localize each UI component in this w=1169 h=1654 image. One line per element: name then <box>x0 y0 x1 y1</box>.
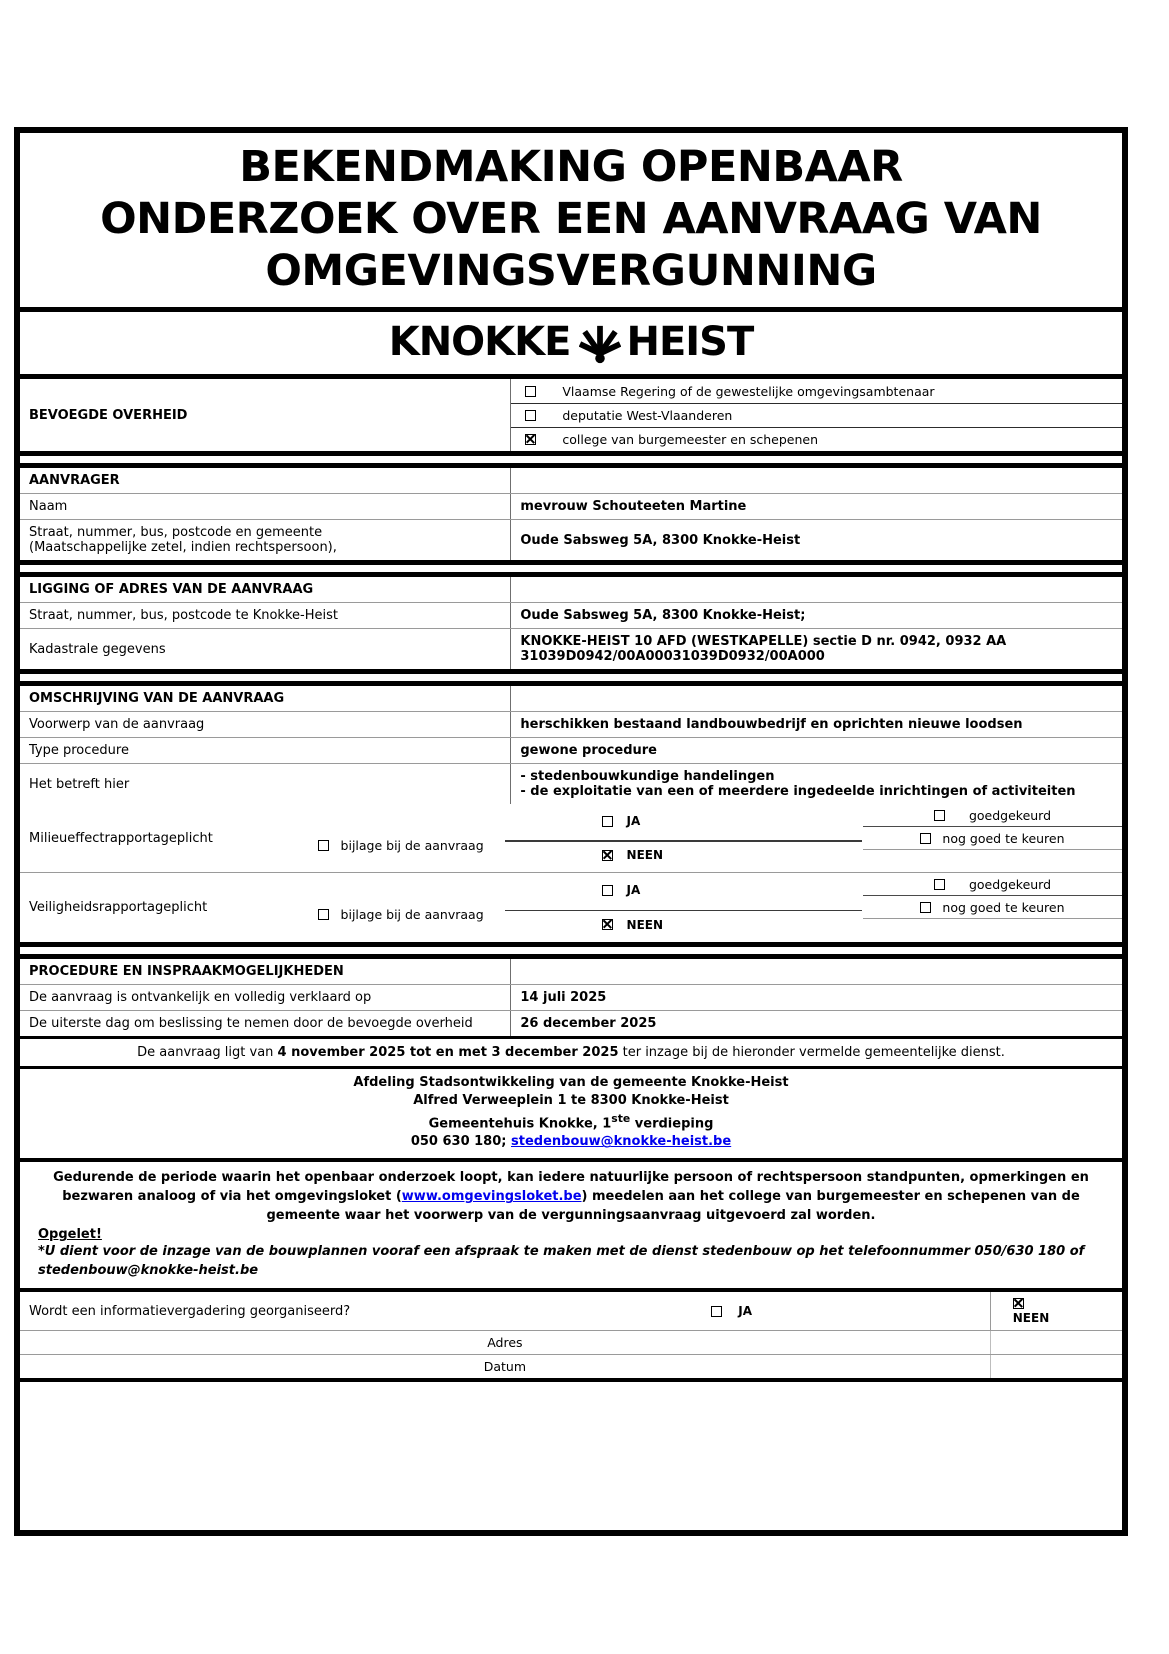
section-gap <box>20 456 1122 468</box>
document-title <box>20 133 1122 312</box>
inzage-row: De aanvraag ligt van 4 november 2025 tot en met 3 december 2025 ter inzage bij de hieronder vermelde gemeentelijke dienst. <box>137 1045 1005 1060</box>
ontvankelijk-row <box>20 984 1122 1010</box>
voorwerp-row <box>20 711 1122 737</box>
betreft-label: Het betreft hier <box>29 776 130 792</box>
afspraak-note: *U dient voor de inzage van de bouwplannen vooraf een afspraak te maken met de dienst stedenbouw op het telefoonnummer 050/630 180 of stedenbouw@knokke-heist.be <box>38 1244 1085 1279</box>
deputatie-checkbox[interactable] <box>525 410 536 421</box>
section-bevoegde-overheid <box>20 379 1122 456</box>
naam-row <box>20 493 1122 519</box>
naam-label: Naam <box>29 499 68 514</box>
veiligheid-ja-checkbox[interactable] <box>602 885 613 896</box>
section-gap <box>20 565 1122 577</box>
option-row-college <box>511 427 1122 451</box>
milieueffect-label: Milieueffectrapportageplicht <box>29 830 213 846</box>
milieueffect-goedgekeurd-checkbox[interactable] <box>934 810 945 821</box>
milieueffect-ja-checkbox[interactable] <box>602 816 613 827</box>
procedure-header: PROCEDURE EN INSPRAAKMOGELIJKHEDEN <box>29 964 344 979</box>
vergadering-neen-checkbox[interactable] <box>1013 1298 1024 1309</box>
type-procedure-label: Type procedure <box>29 743 129 758</box>
title-line-3: OMGEVINGSVERGUNNING <box>265 246 877 296</box>
omgevingsloket-link[interactable]: www.omgevingsloket.be <box>401 1189 582 1205</box>
ligging-straat-label: Straat, nummer, bus, postcode te Knokke-Heist <box>29 608 338 623</box>
option-row-deputatie <box>511 403 1122 427</box>
aanvrager-header-row <box>20 468 1122 493</box>
type-procedure-value: gewone procedure <box>510 738 1122 763</box>
ontvankelijk-label: De aanvraag is ontvankelijk en volledig verklaard op <box>29 990 372 1005</box>
knokke-heist-logo <box>20 312 1122 379</box>
ligging-header-row <box>20 577 1122 602</box>
gemeentelijke-dienst-block <box>20 1069 1122 1158</box>
option-row-vlaamse-regering <box>511 379 1122 403</box>
kadaster-label: Kadastrale gegevens <box>29 641 166 657</box>
logo-text-knokke: KNOKKE <box>388 319 571 365</box>
naam-value: mevrouw Schouteeten Martine <box>510 494 1122 519</box>
section-gap <box>20 674 1122 686</box>
informatievergadering-ja: JA <box>703 1292 990 1330</box>
veiligheid-ja-neen: JA NEEN <box>505 873 863 942</box>
veiligheid-goedkeuring: goedgekeurd nog goed te keuren <box>863 873 1122 942</box>
adres-label: Adres <box>487 1335 523 1351</box>
kadaster-value: KNOKKE-HEIST 10 AFD (WESTKAPELLE) sectie D nr. 0942, 0932 AA 31039D0942/00A00031039D0932/00A000 <box>510 629 1122 669</box>
ligging-header: LIGGING OF ADRES VAN DE AANVRAAG <box>29 582 314 597</box>
kadaster-row <box>20 628 1122 669</box>
stedenbouw-email-link[interactable]: stedenbouw@knokke-heist.be <box>511 1134 732 1150</box>
milieueffect-row <box>20 804 1122 872</box>
section-aanvrager <box>20 468 1122 565</box>
milieueffect-neen-checkbox[interactable] <box>602 850 613 861</box>
bevoegde-overheid-label: BEVOEGDE OVERHEID <box>29 407 188 423</box>
veiligheid-bijlage: bijlage bij de aanvraag <box>318 873 505 942</box>
bezwaar-paragraph: Gedurende de periode waarin het openbaar onderzoek loopt, kan iedere natuurlijke persoon of rechtspersoon standpunten, opmerkingen en bezwaren analoog of via het omgevingsloket (www.omgevingsloket.be) meedelen aan het college van burgemeester en schepenen van de gemeente waar het voorwerp van de vergunningsaanvraag uitgevoerd zal worden. <box>53 1170 1089 1224</box>
uiterste-dag-row <box>20 1010 1122 1036</box>
milieueffect-bijlage-checkbox[interactable] <box>318 840 329 851</box>
veiligheid-bijlage-checkbox[interactable] <box>318 909 329 920</box>
option-label: college van burgemeester en schepenen <box>562 432 819 447</box>
informatievergadering-label: Wordt een informatievergadering georganiseerd? <box>29 1303 351 1319</box>
bevoegde-overheid-options <box>510 379 1122 451</box>
milieueffect-nog-goed-checkbox[interactable] <box>920 833 931 844</box>
opgelet-label: Opgelet! <box>38 1227 102 1243</box>
bijlage-answer-line <box>505 910 862 912</box>
adres-row <box>20 1331 1122 1354</box>
college-checkbox[interactable] <box>525 434 536 445</box>
vlaamse-regering-checkbox[interactable] <box>525 386 536 397</box>
datum-row <box>20 1355 1122 1378</box>
logo-text-heist: HEIST <box>626 319 754 365</box>
title-line-2: ONDERZOEK OVER EEN AANVRAAG VAN <box>100 194 1042 244</box>
option-label: Vlaamse Regering of de gewestelijke omgevingsambtenaar <box>562 383 935 399</box>
veiligheid-row <box>20 872 1122 942</box>
informatievergadering-neen: NEEN <box>990 1292 1122 1330</box>
omschrijving-header-row <box>20 686 1122 711</box>
section-omschrijving <box>20 686 1122 947</box>
bezwaar-block <box>20 1162 1122 1288</box>
section-gap <box>20 947 1122 959</box>
dienst-floor: Gemeentehuis Knokke, 1ste verdieping <box>428 1112 714 1132</box>
empty-remarks-area <box>20 1382 1122 1530</box>
title-line-1: BEKENDMAKING OPENBAAR <box>239 142 903 192</box>
veiligheid-goedgekeurd-checkbox[interactable] <box>934 879 945 890</box>
veiligheid-label: Veiligheidsrapportageplicht <box>29 900 208 915</box>
ligging-straat-value: Oude Sabsweg 5A, 8300 Knokke-Heist; <box>510 603 1122 628</box>
aanvrager-header: AANVRAGER <box>29 473 120 488</box>
uiterste-dag-label: De uiterste dag om beslissing te nemen door de bevoegde overheid <box>29 1016 473 1031</box>
ligging-straat-row <box>20 602 1122 628</box>
betreft-value: - stedenbouwkundige handelingen - de exploitatie van een of meerdere ingedeelde inrichtingen of activiteiten <box>510 764 1122 804</box>
bijlage-answer-line <box>505 840 862 842</box>
dienst-name: Afdeling Stadsontwikkeling van de gemeente Knokke-Heist <box>353 1075 789 1090</box>
section-ligging <box>20 577 1122 674</box>
aanvrager-adres-row <box>20 519 1122 560</box>
milieueffect-ja-neen: JA NEEN <box>505 804 863 872</box>
type-procedure-row <box>20 737 1122 763</box>
aanvrager-adres-value: Oude Sabsweg 5A, 8300 Knokke-Heist <box>510 520 1122 560</box>
informatievergadering-row <box>20 1292 1122 1330</box>
procedure-header-row <box>20 959 1122 984</box>
datum-label: Datum <box>483 1359 527 1375</box>
vergadering-ja-checkbox[interactable] <box>711 1306 722 1317</box>
betreft-row <box>20 763 1122 804</box>
option-label: deputatie West-Vlaanderen <box>562 408 733 423</box>
voorwerp-label: Voorwerp van de aanvraag <box>29 717 205 732</box>
voorwerp-value: herschikken bestaand landbouwbedrijf en oprichten nieuwe loodsen <box>510 712 1122 737</box>
omschrijving-header: OMSCHRIJVING VAN DE AANVRAAG <box>29 691 285 706</box>
announcement-form <box>14 127 1128 1536</box>
milieueffect-bijlage: bijlage bij de aanvraag <box>318 804 505 872</box>
uiterste-dag-value: 26 december 2025 <box>510 1011 1122 1036</box>
aanvrager-adres-label: Straat, nummer, bus, postcode en gemeente (Maatschappelijke zetel, indien rechtspersoon), <box>29 525 337 555</box>
dienst-contact: 050 630 180; stedenbouw@knokke-heist.be <box>410 1134 732 1150</box>
logo-star-icon <box>579 323 621 365</box>
veiligheid-neen-checkbox[interactable] <box>602 919 613 930</box>
veiligheid-nog-goed-checkbox[interactable] <box>920 902 931 913</box>
milieueffect-goedkeuring: goedgekeurd nog goed te keuren <box>863 804 1122 872</box>
section-procedure <box>20 959 1122 1530</box>
dienst-address: Alfred Verweeplein 1 te 8300 Knokke-Heist <box>413 1093 729 1108</box>
ontvankelijk-value: 14 juli 2025 <box>510 985 1122 1010</box>
